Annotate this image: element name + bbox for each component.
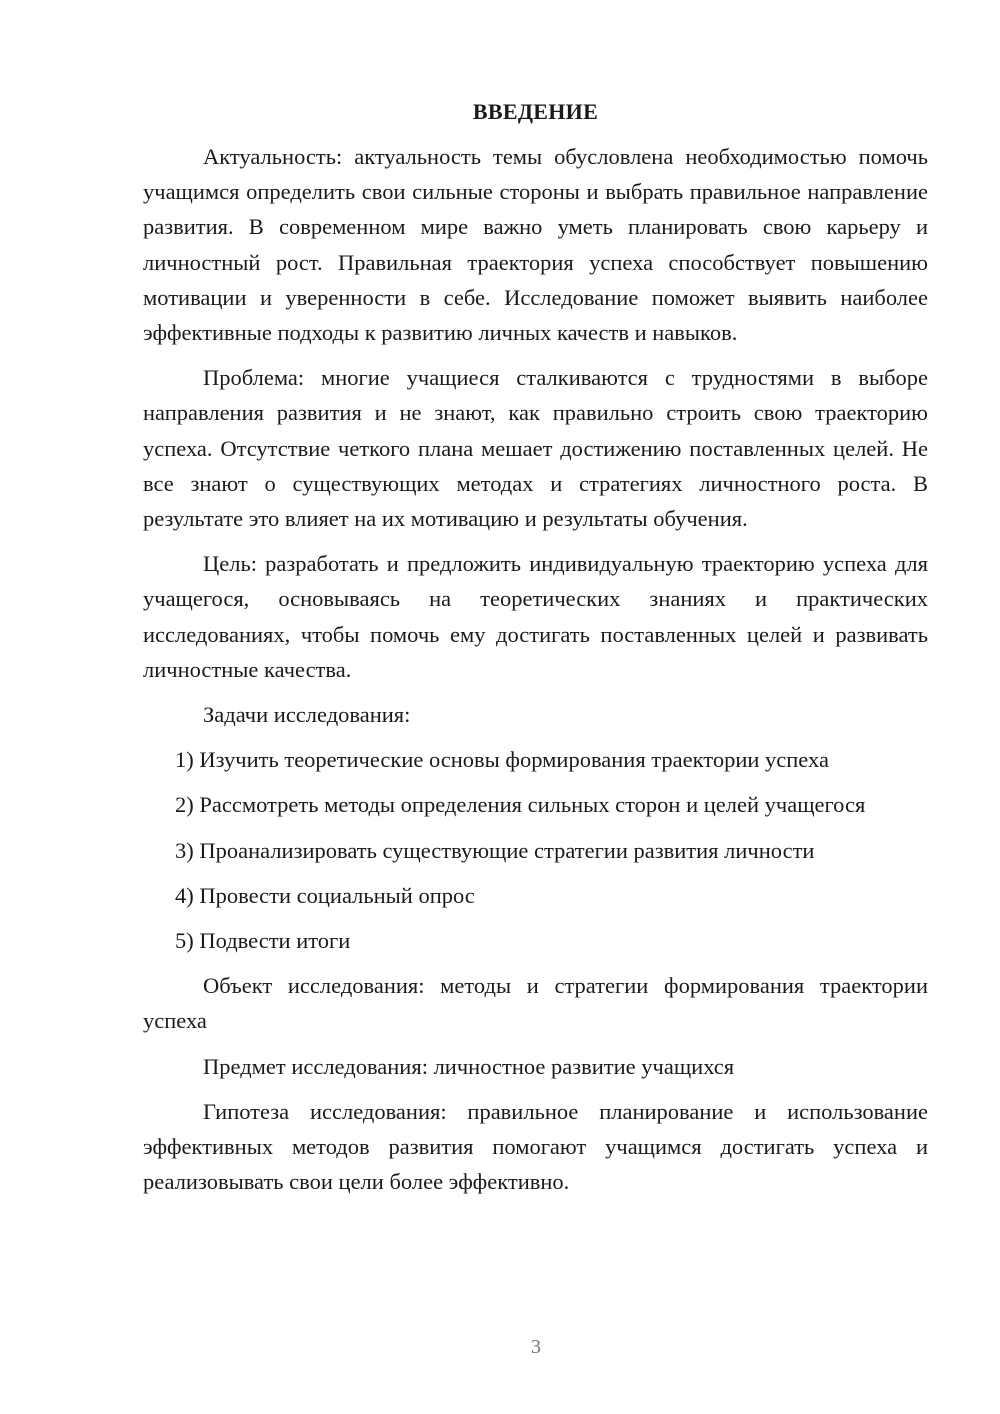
- task-item-2: 2) Рассмотреть методы определения сильных сторон и целей учащегося: [175, 792, 866, 818]
- paragraph-tasks-heading: Задачи исследования:: [203, 702, 411, 728]
- paragraph-goal: Цель: разработать и предложить индивидуальную траекторию успеха для учащегося, основываясь на теоретических знаниях и практических исследованиях, чтобы помочь ему достигать поставленных целей и развивать личностные качества.: [143, 551, 928, 682]
- paragraph-problem: Проблема: многие учащиеся сталкиваются с трудностями в выборе направления развития и не знают, как правильно строить свою траекторию успеха. Отсутствие четкого плана мешает достижению поставленных целей. Не все знают о существующих методах и стратегиях личностного роста. В результате это влияет на их мотивацию и результаты обучения.: [143, 365, 928, 532]
- paragraph-subject: Предмет исследования: личностное развитие учащихся: [203, 1053, 735, 1079]
- task-item-4: 4) Провести социальный опрос: [175, 882, 475, 908]
- task-item-5: 5) Подвести итоги: [175, 928, 351, 954]
- paragraph-relevance: Актуальность: актуальность темы обусловлена необходимостью помочь учащимся определить свои сильные стороны и выбрать правильное направление развития. В современном мире важно уметь планировать свою карьеру и личностный рост. Правильная траектория успеха способствует повышению мотивации и уверенности в себе. Исследование поможет выявить наиболее эффективные подходы к развитию личных качеств и навыков.: [143, 144, 928, 346]
- task-item-3: 3) Проанализировать существующие стратегии развития личности: [175, 837, 815, 863]
- page-number: 3: [531, 1336, 541, 1358]
- task-item-1: 1) Изучить теоретические основы формирования траектории успеха: [175, 747, 829, 773]
- tasks-list: [143, 742, 928, 958]
- section-title: ВВЕДЕНИЕ: [472, 99, 599, 124]
- page-content: [143, 94, 928, 1209]
- paragraph-hypothesis: Гипотеза исследования: правильное планирование и использование эффективных методов развития помогают учащимся достигать успеха и реализовывать свои цели более эффективно.: [143, 1098, 928, 1195]
- paragraph-object: Объект исследования: методы и стратегии формирования траектории успеха: [143, 973, 928, 1034]
